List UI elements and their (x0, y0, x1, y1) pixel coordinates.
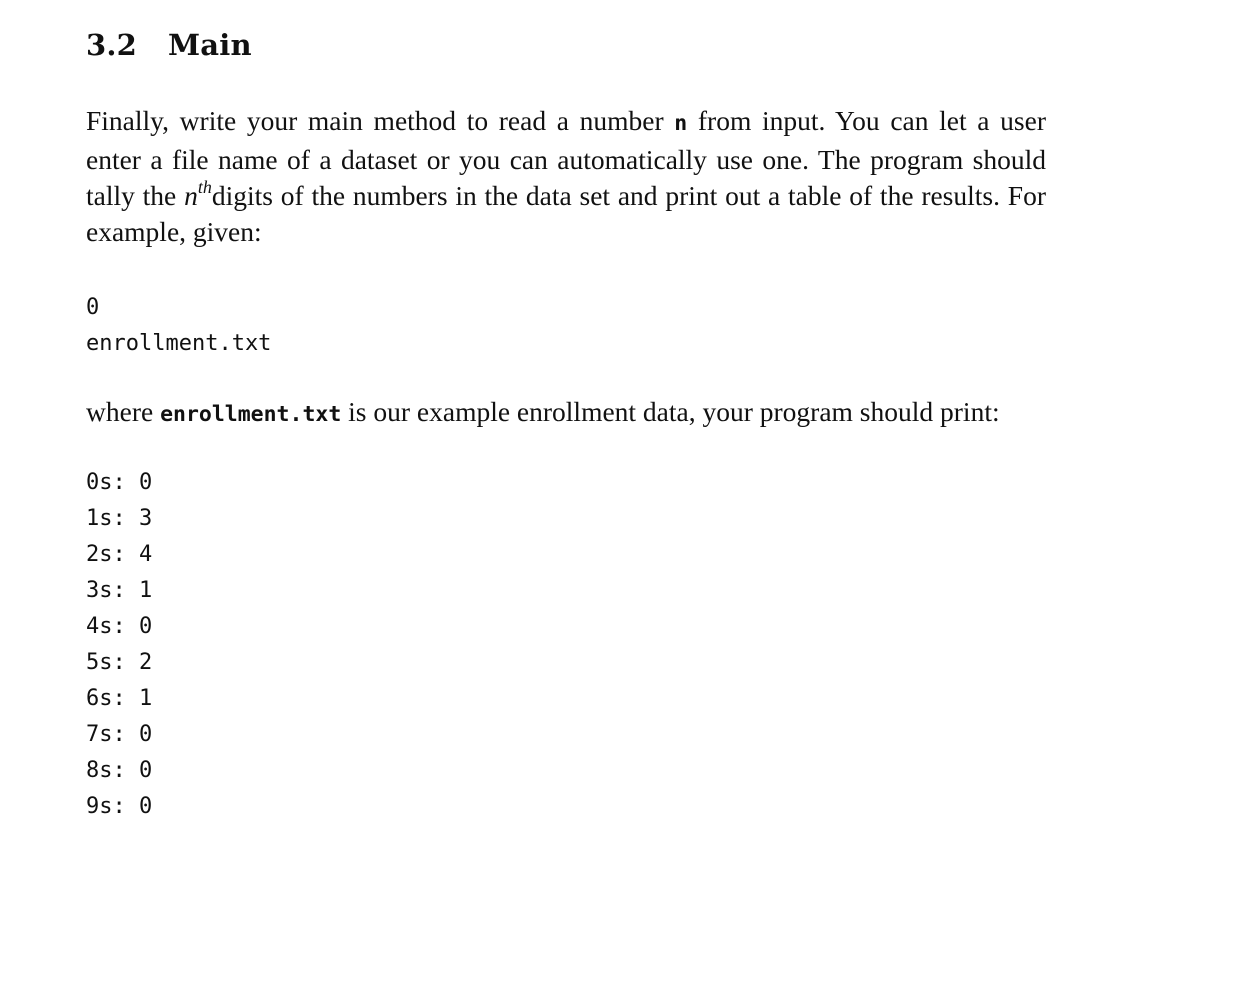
output-line: 6s: 1 (86, 686, 153, 711)
paragraph-text: is our example enrollment data, your program should print: (341, 396, 1000, 427)
output-example-block (86, 465, 1046, 825)
output-line: 1s: 3 (86, 506, 153, 531)
input-example-block (86, 290, 1046, 362)
section-heading (86, 26, 1046, 64)
output-line: 2s: 4 (86, 542, 153, 567)
inline-code-n: n (674, 111, 688, 136)
output-line: 9s: 0 (86, 794, 153, 819)
code-line: enrollment.txt (86, 331, 272, 356)
math-variable-n: n (184, 180, 198, 211)
paragraph-text: Finally, write your main method to read a number (86, 105, 675, 136)
inline-code-filename: enrollment.txt (160, 402, 342, 427)
paragraph-text: digits of the numbers in the data set and print out a table of the results. For example, given: (86, 180, 1046, 247)
output-line: 8s: 0 (86, 758, 153, 783)
output-line: 7s: 0 (86, 722, 153, 747)
paragraph-text: from input. You can let a user enter a file name of a dataset or you can automatically use one. The program should tally the (86, 105, 1046, 211)
document-page (86, 26, 1046, 825)
math-superscript-th: th (197, 177, 212, 197)
output-line: 4s: 0 (86, 614, 153, 639)
explanation-paragraph (86, 394, 1046, 433)
section-title: Main (168, 28, 252, 62)
code-line: 0 (86, 295, 100, 320)
output-line: 3s: 1 (86, 578, 153, 603)
output-line: 0s: 0 (86, 470, 153, 495)
output-line: 5s: 2 (86, 650, 153, 675)
section-number: 3.2 (86, 28, 138, 62)
instruction-paragraph (86, 103, 1046, 250)
paragraph-text: where (86, 396, 161, 427)
